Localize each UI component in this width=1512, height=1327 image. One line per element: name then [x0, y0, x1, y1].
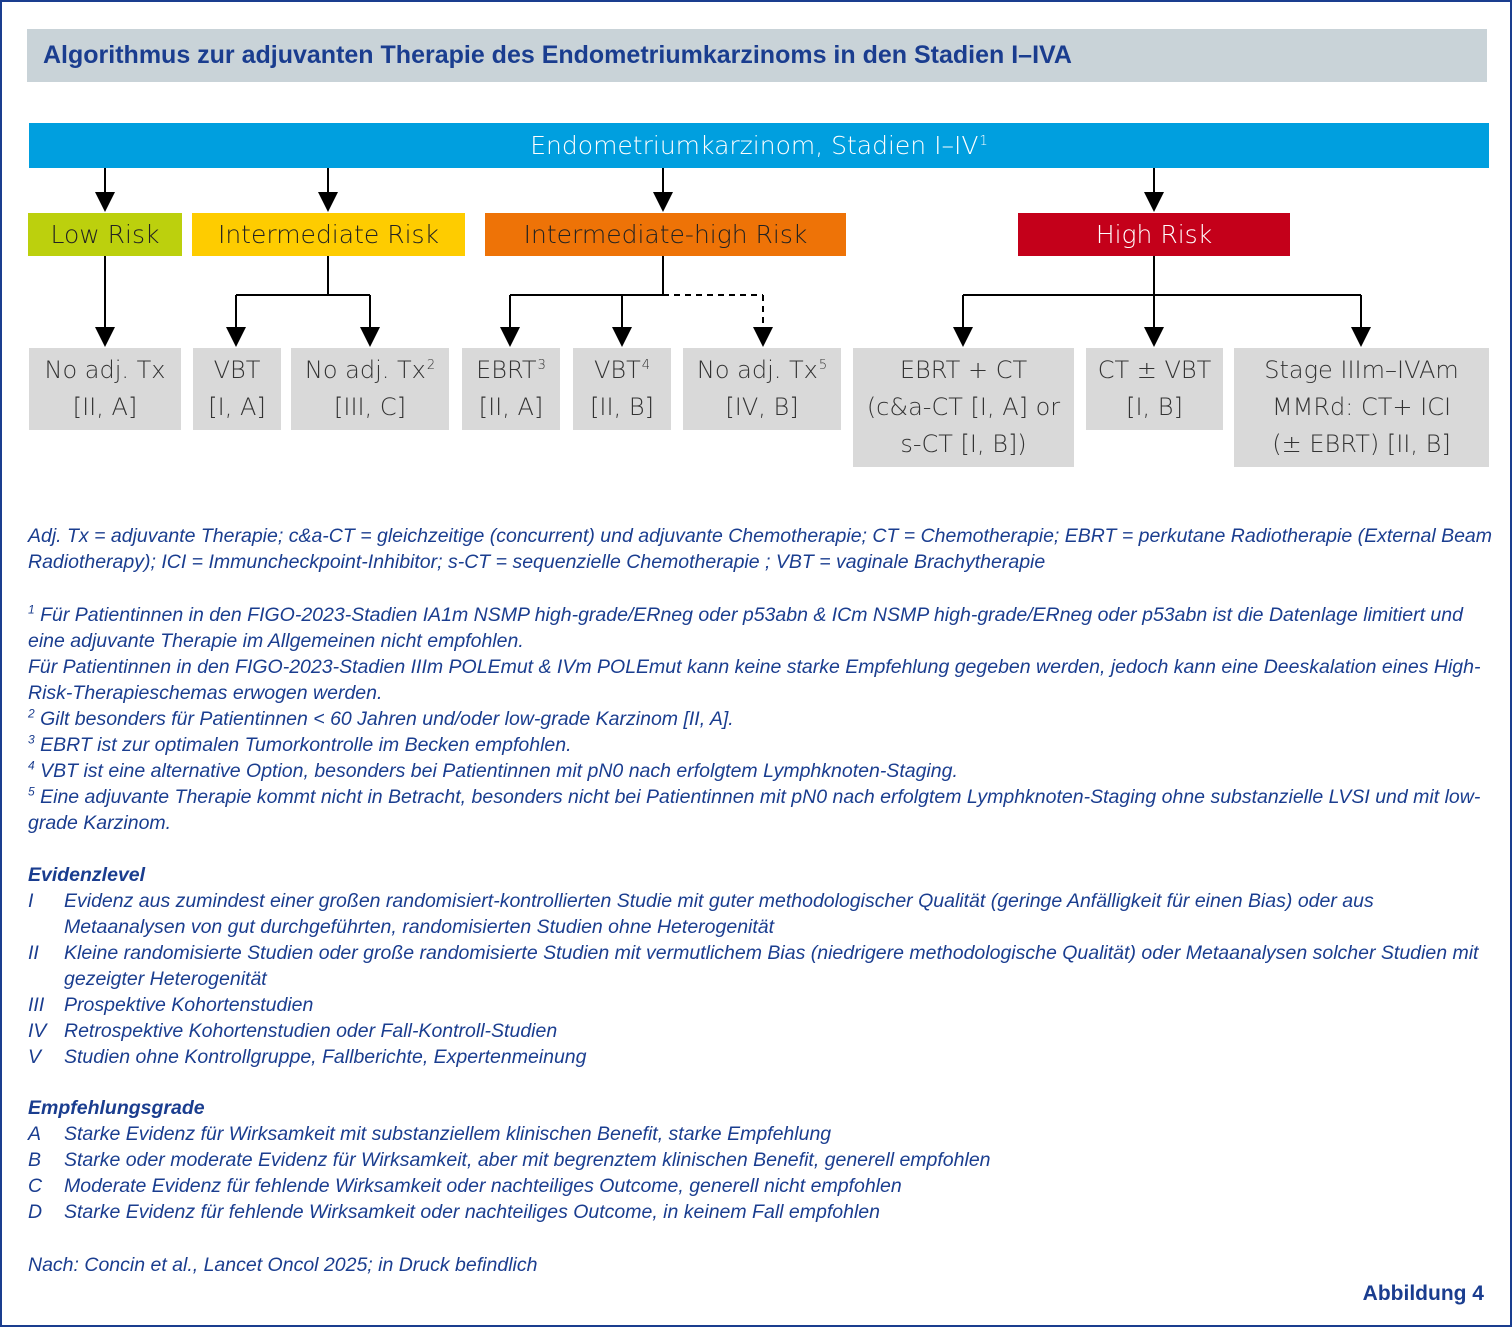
footnote-3: $^3$ EBRT ist zur optimalen Tumorkontrolle im Becken empfohlen. [28, 732, 572, 756]
tx-line: EBRT + CT [899, 356, 1028, 384]
tx-line: No adj. Tx [304, 356, 426, 384]
tx-line: EBRT [476, 356, 537, 384]
tx-line: VBT [593, 356, 641, 384]
evidence-heading: Evidenzlevel [28, 864, 146, 886]
tx-line: No adj. Tx [696, 356, 818, 384]
cancer-stage-label: Endometriumkarzinom, Stadien I–IV [530, 131, 979, 160]
tx-sup: 3 [537, 358, 546, 373]
tx-line: MMRd: CT+ ICI [1271, 393, 1452, 421]
risk-low-label: Low Risk [50, 220, 160, 249]
footnote-4: $^4$ VBT ist eine alternative Option, besonders bei Patientinnen mit pN0 nach erfolgtem Lymphknoten-Staging. [28, 758, 958, 782]
grade-row: A Starke Evidenz für Wirksamkeit mit substanziellem klinischen Benefit, starke Empfehlung [28, 1123, 832, 1145]
tx-low-noadj [29, 348, 181, 430]
footnote-1a: $^1$ Für Patientinnen in den FIGO-2023-Stadien IA1m NSMP high-grade/ERneg oder p53abn & ICm NSMP high-grade/ERneg oder p53abn ist die Datenlage limitiert und eine adjuvante Therapie im Allgemeinen nicht empfohlen. [28, 602, 1463, 652]
footnote-1b: Für Patientinnen in den FIGO-2023-Stadien IIIm POLEmut & IVm POLEmut kann keine starke Empfehlung gegeben werden, jedoch kann eine Deeskalation eines High-Risk-Therapieschemas erwogen werden. [28, 656, 1481, 704]
grade-row: D Starke Evidenz für fehlende Wirksamkeit oder nachteiliges Outcome, in keinem Fall empfohlen [28, 1201, 880, 1223]
cancer-stage-box [29, 123, 1489, 168]
footnote-2: $^2$ Gilt besonders für Patientinnen < 60 Jahren und/oder low-grade Karzinom [II, A]. [28, 706, 734, 730]
grades-heading: Empfehlungsgrade [28, 1097, 205, 1119]
evidence-levels [28, 862, 1498, 1070]
risk-high-label: High Risk [1095, 220, 1213, 249]
evidence-row: V Studien ohne Kontrollgruppe, Fallberichte, Expertenmeinung [28, 1046, 587, 1068]
tx-int-vbt [193, 348, 281, 430]
risk-intermediate-high-label: Intermediate-high Risk [523, 220, 808, 249]
evidence-row: I Evidenz aus zumindest einer großen randomisiert-kontrollierten Studie mit guter methodologischer Qualität (geringe Anfälligkeit für einen Bias) oder aus Metaanalysen von gut durchgeführten, randomisierten Studien ohne Heterogenität [28, 890, 1374, 938]
cancer-stage-sup: 1 [979, 133, 988, 149]
tx-high-stage [1234, 348, 1489, 467]
tx-line: s-CT [I, B]) [900, 430, 1027, 458]
tx-line: [IV, B] [725, 393, 799, 421]
abbreviations-text: Adj. Tx = adjuvante Therapie; c&a-CT = gleichzeitige (concurrent) und adjuvante Chemotherapie; CT = Chemotherapie; EBRT = perkutane Radiotherapie (External Beam Radiotherapy); ICI = Immuncheckpoint-Inhibitor; s-CT = sequenzielle Chemotherapie ; VBT = vaginale Brachytherapie [28, 525, 1493, 573]
tx-line: [III, C] [334, 393, 406, 421]
tx-sup: 2 [426, 358, 436, 373]
recommendation-grades [28, 1095, 1498, 1225]
tx-high-ct-vbt [1086, 348, 1223, 430]
tx-line: [II, A] [72, 393, 138, 421]
evidence-row: IV Retrospektive Kohortenstudien oder Fall-Kontroll-Studien [28, 1020, 558, 1042]
tx-line: VBT [213, 356, 261, 384]
grade-row: C Moderate Evidenz für fehlende Wirksamkeit oder nachteiliges Outcome, generell nicht empfohlen [28, 1175, 902, 1197]
tx-line: [I, A] [208, 393, 266, 421]
tx-line: (c&a-CT [I, A] or [866, 393, 1061, 421]
abbreviations [28, 523, 1498, 575]
tx-line: No adj. Tx [44, 356, 166, 384]
tx-sup: 4 [641, 358, 651, 373]
evidence-row: III Prospektive Kohortenstudien [28, 994, 314, 1016]
source-note [28, 1252, 1498, 1278]
tx-ih-ebrt [462, 348, 560, 430]
tx-int-noadj [291, 348, 449, 430]
grade-row: B Starke oder moderate Evidenz für Wirksamkeit, aber mit begrenztem klinischen Benefit, generell empfohlen [28, 1149, 991, 1171]
risk-intermediate-high-box [485, 213, 846, 256]
risk-intermediate-box [192, 213, 465, 256]
tx-sup: 5 [818, 358, 828, 373]
risk-high-box [1018, 213, 1290, 256]
tx-ih-noadj [683, 348, 841, 430]
risk-intermediate-label: Intermediate Risk [217, 220, 440, 249]
footnotes [28, 602, 1498, 836]
tx-ih-vbt [573, 348, 671, 430]
figure-label: Abbildung 4 [1362, 1282, 1484, 1305]
tx-line: [I, B] [1126, 393, 1183, 421]
tx-line: [II, B] [590, 393, 654, 421]
tx-line: Stage IIIm–IVAm [1264, 356, 1459, 384]
risk-low-box [28, 213, 182, 256]
tx-line: (± EBRT) [II, B] [1272, 430, 1451, 458]
source-text: Nach: Concin et al., Lancet Oncol 2025; in Druck befindlich [28, 1254, 538, 1276]
tx-line: [II, A] [478, 393, 544, 421]
figure-title: Algorithmus zur adjuvanten Therapie des Endometriumkarzinoms in den Stadien I–IVA [43, 41, 1072, 69]
tx-line: CT ± VBT [1097, 356, 1212, 384]
tx-high-ebrt-ct [853, 348, 1074, 467]
footnote-5: $^5$ Eine adjuvante Therapie kommt nicht in Betracht, besonders nicht bei Patientinnen mit pN0 nach erfolgtem Lymphknoten-Staging ohne substanzielle LVSI und mit low-grade Karzinom. [28, 784, 1481, 834]
evidence-row: II Kleine randomisierte Studien oder große randomisierte Studien mit vermutlichem Bias (niedrigere methodologische Qualität) oder Metaanalysen solcher Studien mit gezeigter Heterogenität [28, 942, 1479, 990]
